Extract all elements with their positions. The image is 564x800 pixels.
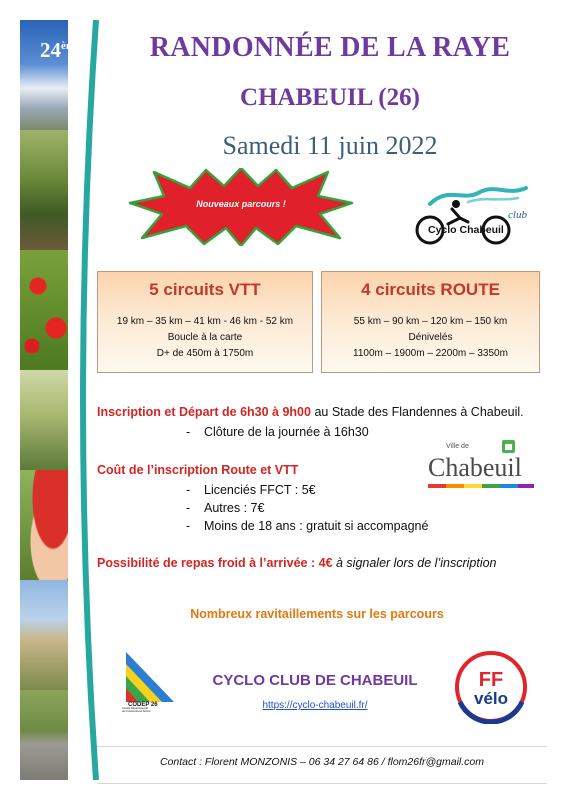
ville-logo-name: Chabeuil bbox=[428, 453, 522, 482]
event-location: CHABEUIL (26) bbox=[240, 84, 420, 111]
route-elevations: 1100m – 1900m – 2200m – 3350m bbox=[353, 348, 508, 359]
ff-logo-bottom: vélo bbox=[473, 689, 509, 708]
event-date: Samedi 11 juin 2022 bbox=[222, 131, 438, 160]
cost-item: - Autres : 7€ bbox=[186, 501, 265, 515]
edition-number: 24 bbox=[40, 38, 61, 62]
codep-sub1: Comité Départemental bbox=[122, 707, 148, 710]
codep-26-logo bbox=[120, 650, 180, 712]
new-routes-label: Nouveaux parcours ! bbox=[196, 199, 286, 209]
vtt-circuits-title: 5 circuits VTT bbox=[149, 280, 261, 299]
route-circuits-title: 4 circuits ROUTE bbox=[361, 280, 500, 299]
club-website-link[interactable]: https://cyclo-chabeuil.fr/ bbox=[262, 700, 368, 711]
route-circuits-box bbox=[321, 271, 540, 373]
cyclo-chabeuil-logo bbox=[408, 182, 540, 250]
route-elevation-label: Dénivelés bbox=[408, 332, 453, 343]
cost-item: - Moins de 18 ans : gratuit si accompagné bbox=[186, 519, 429, 533]
closing-time-item: - Clôture de la journée à 16h30 bbox=[186, 425, 369, 439]
vtt-loop: Boucle à la carte bbox=[167, 332, 243, 343]
meal-note: à signaler lors de l’inscription bbox=[332, 556, 497, 570]
club-logo-text: Cyclo Chabeuil bbox=[428, 224, 504, 236]
cost-licensed: Licenciés FFCT : 5€ bbox=[204, 483, 316, 497]
edition-suffix: ème bbox=[61, 40, 80, 52]
cost-others: Autres : 7€ bbox=[204, 501, 265, 515]
inscription-highlight: Inscription et Départ de 6h30 à 9h00 bbox=[97, 405, 311, 419]
contact-bar bbox=[97, 746, 547, 784]
ville-logo-top: Ville de bbox=[446, 443, 469, 450]
contact-text: Contact : Florent MONZONIS – 06 34 27 64 86 / flom26fr@gmail.com bbox=[159, 756, 485, 768]
refreshments-line: Nombreux ravitaillements sur les parcours bbox=[190, 607, 444, 621]
event-title: RANDONNÉE DE LA RAYE bbox=[149, 32, 511, 63]
ff-velo-logo bbox=[450, 650, 532, 724]
inscription-line bbox=[97, 405, 557, 419]
decorative-teal-curve bbox=[68, 20, 108, 780]
club-logo-club-word: club bbox=[508, 209, 527, 221]
club-name: CYCLO CLUB DE CHABEUIL bbox=[212, 672, 418, 689]
meal-line bbox=[97, 556, 557, 570]
closing-time-text: Clôture de la journée à 16h30 bbox=[204, 425, 369, 439]
cost-item: - Licenciés FFCT : 5€ bbox=[186, 483, 316, 497]
cost-under-18: Moins de 18 ans : gratuit si accompagné bbox=[204, 519, 429, 533]
codep-name: CODEP 26 bbox=[128, 702, 158, 708]
ff-logo-top: FF bbox=[478, 669, 504, 691]
cost-title: Coût de l’inscription Route et VTT bbox=[97, 463, 299, 477]
vtt-elevation: D+ de 450m à 1750m bbox=[156, 348, 254, 359]
inscription-location: au Stade des Flandennes à Chabeuil. bbox=[310, 405, 524, 419]
edition-label bbox=[40, 38, 80, 63]
vtt-distances: 19 km – 35 km – 41 km - 46 km - 52 km bbox=[116, 316, 294, 327]
ville-de-chabeuil-logo bbox=[426, 438, 536, 494]
vtt-circuits-box bbox=[97, 271, 313, 373]
route-distances: 55 km – 90 km – 120 km – 150 km bbox=[353, 316, 508, 327]
meal-highlight: Possibilité de repas froid à l’arrivée : 4€ bbox=[97, 556, 333, 570]
codep-sub2: de Cyclotourisme Drôme bbox=[122, 709, 151, 712]
